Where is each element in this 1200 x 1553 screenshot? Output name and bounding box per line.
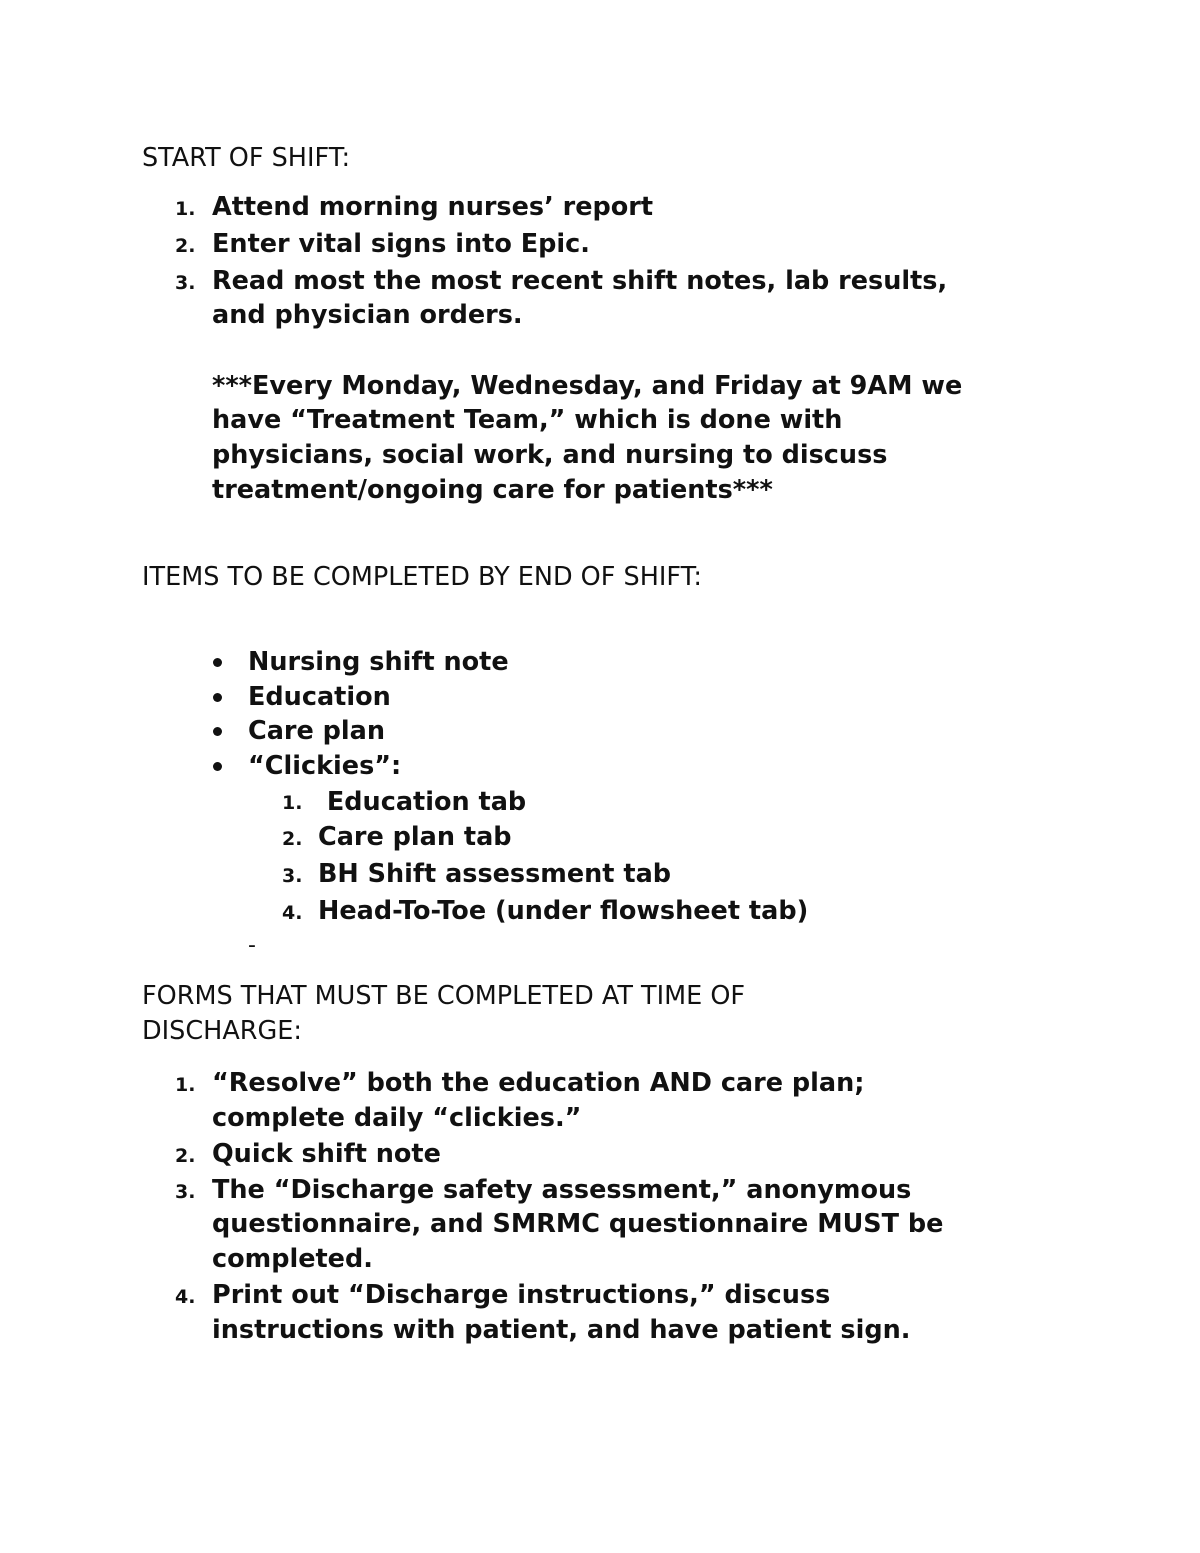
start-item-3-text-line-1: Read most the most recent shift notes, lab results,: [212, 266, 948, 296]
bullet-icon: [213, 693, 222, 702]
start-item-1-text: Attend morning nurses’ report: [212, 192, 654, 222]
end-bullet-2-text: Education: [248, 682, 391, 712]
treatment-team-note-line-4: treatment/ongoing care for patients***: [212, 475, 773, 505]
end-of-shift-heading: ITEMS TO BE COMPLETED BY END OF SHIFT:: [142, 562, 702, 592]
bullet-icon: [213, 762, 222, 771]
discharge-item-3-text-line-2: questionnaire, and SMRMC questionnaire MUST be: [212, 1209, 944, 1239]
start-item-1-number: 1.: [175, 198, 196, 220]
end-bullet-4-text: “Clickies”:: [248, 751, 402, 781]
start-item-3-text-line-2: and physician orders.: [212, 300, 523, 330]
discharge-heading-line-2: DISCHARGE:: [142, 1016, 302, 1046]
discharge-item-3-number: 3.: [175, 1181, 196, 1203]
bullet-icon: [213, 658, 222, 667]
start-item-3-number: 3.: [175, 272, 196, 294]
start-item-2-text: Enter vital signs into Epic.: [212, 229, 590, 259]
clickies-item-4-text: Head-To-Toe (under flowsheet tab): [318, 896, 809, 926]
treatment-team-note-line-1: ***Every Monday, Wednesday, and Friday at 9AM we: [212, 371, 963, 401]
treatment-team-note-line-3: physicians, social work, and nursing to discuss: [212, 440, 888, 470]
discharge-item-1-number: 1.: [175, 1074, 196, 1096]
clickies-item-1-text: Education tab: [318, 787, 527, 817]
clickies-item-2-text: Care plan tab: [318, 822, 512, 852]
start-item-2-number: 2.: [175, 235, 196, 257]
discharge-item-1-text-line-2: complete daily “clickies.”: [212, 1103, 582, 1133]
treatment-team-note-line-2: have “Treatment Team,” which is done with: [212, 405, 843, 435]
clickies-item-3-number: 3.: [282, 865, 303, 887]
bullet-icon: [213, 727, 222, 736]
clickies-item-1-number: 1.: [282, 792, 303, 814]
discharge-item-4-text-line-2: instructions with patient, and have patient sign.: [212, 1315, 911, 1345]
empty-list-dash: -: [248, 933, 256, 958]
clickies-item-3-text: BH Shift assessment tab: [318, 859, 672, 889]
start-of-shift-heading: START OF SHIFT:: [142, 143, 351, 173]
clickies-item-4-number: 4.: [282, 902, 303, 924]
clickies-item-2-number: 2.: [282, 828, 303, 850]
discharge-item-1-text-line-1: “Resolve” both the education AND care plan;: [212, 1068, 865, 1098]
end-bullet-3-text: Care plan: [248, 716, 386, 746]
discharge-item-3-text-line-3: completed.: [212, 1244, 373, 1274]
end-bullet-1-text: Nursing shift note: [248, 647, 509, 677]
discharge-item-4-number: 4.: [175, 1286, 196, 1308]
discharge-item-2-text: Quick shift note: [212, 1139, 441, 1169]
discharge-item-4-text-line-1: Print out “Discharge instructions,” discuss: [212, 1280, 831, 1310]
discharge-heading-line-1: FORMS THAT MUST BE COMPLETED AT TIME OF: [142, 981, 746, 1011]
discharge-item-2-number: 2.: [175, 1145, 196, 1167]
discharge-item-3-text-line-1: The “Discharge safety assessment,” anonymous: [212, 1175, 912, 1205]
